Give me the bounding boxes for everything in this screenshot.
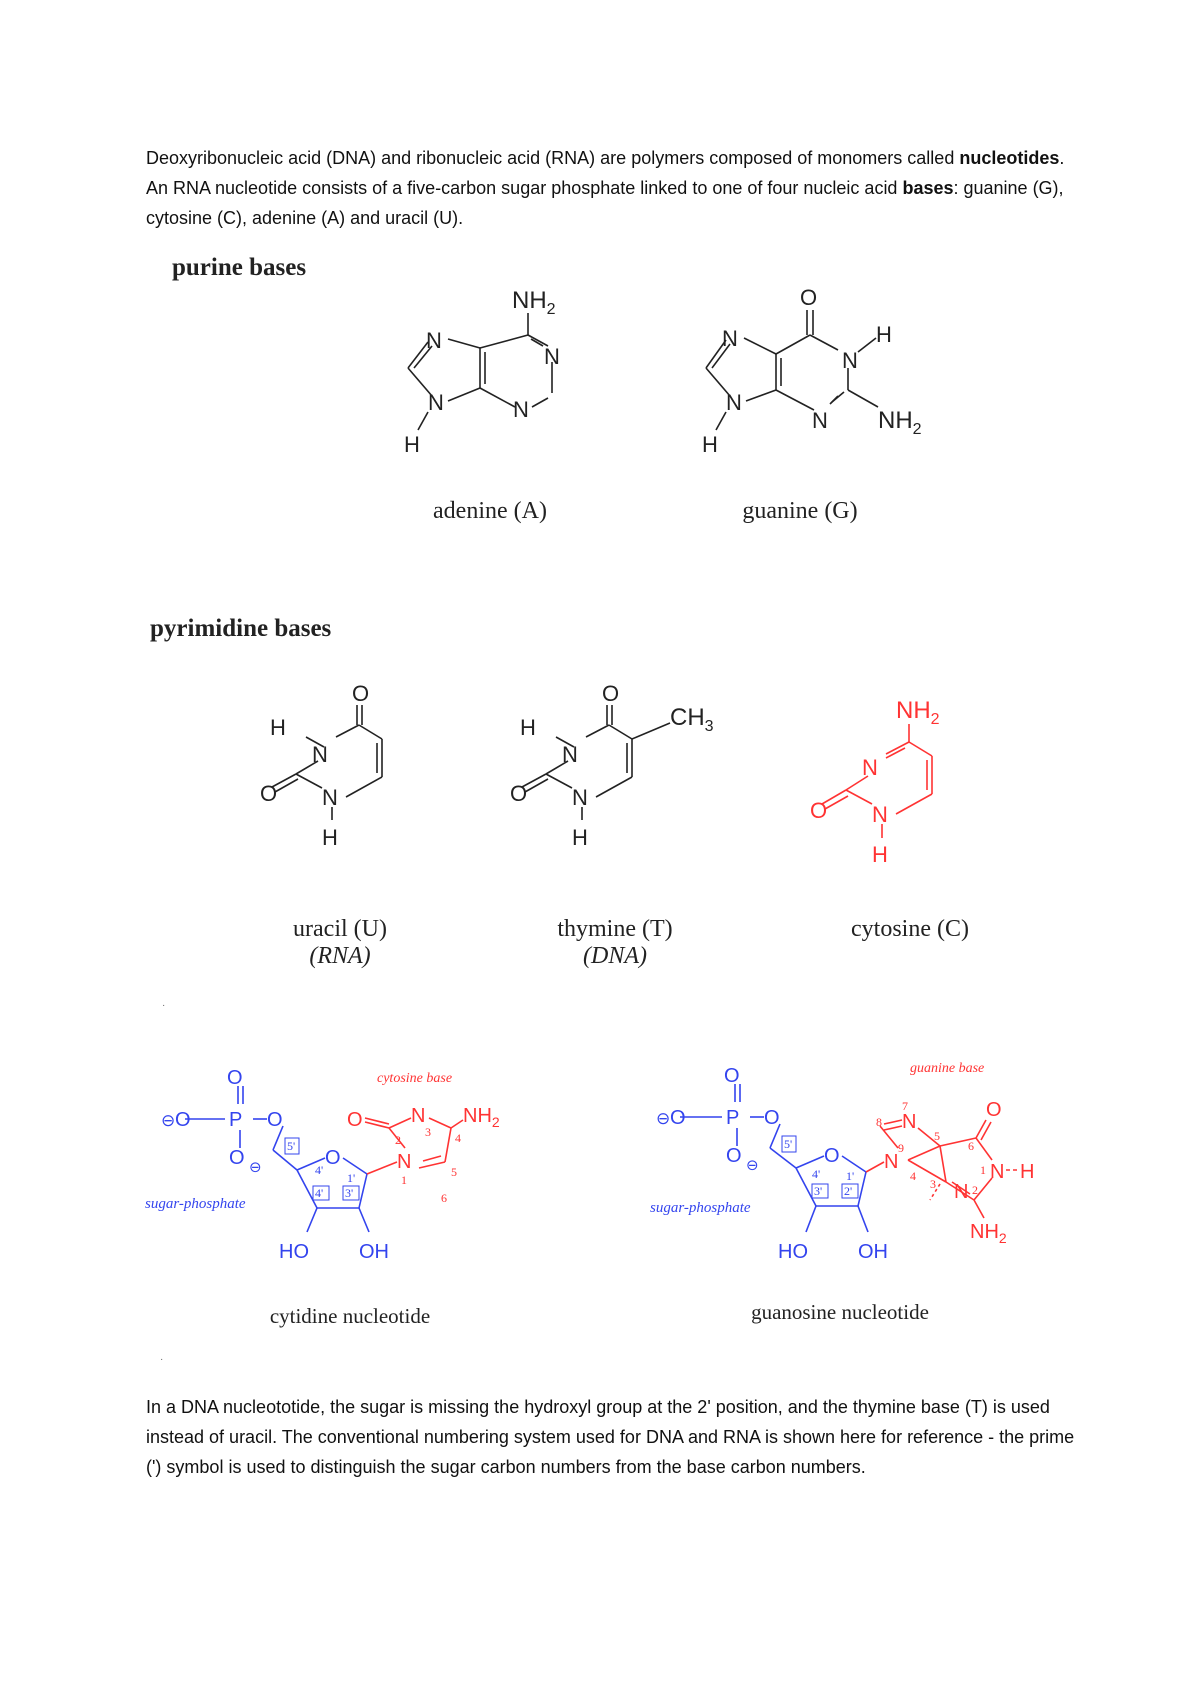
guanine-label: guanine (G) — [742, 498, 858, 524]
guanosine-base-label: guanine base — [910, 1061, 985, 1076]
svg-text:3': 3' — [814, 1184, 823, 1198]
guanosine-nucleotide-structure — [640, 1050, 1080, 1300]
svg-text:N: N — [726, 390, 742, 415]
svg-text:O: O — [726, 1145, 742, 1167]
svg-text:H: H — [872, 842, 888, 867]
guanine-structure — [680, 270, 940, 480]
svg-text:4': 4' — [315, 1186, 324, 1200]
svg-text:HO: HO — [279, 1241, 309, 1263]
svg-text:H: H — [404, 432, 420, 457]
svg-text:N: N — [312, 742, 328, 767]
svg-text:1': 1' — [347, 1171, 356, 1185]
svg-text:H: H — [572, 825, 588, 850]
svg-text:OH: OH — [359, 1241, 389, 1263]
svg-text:CH3: $CH_3$ — [670, 704, 714, 735]
purine-heading: purine bases — [172, 254, 307, 281]
svg-text:N: N — [428, 390, 444, 415]
svg-text:O: O — [229, 1147, 245, 1169]
svg-text:N: N — [954, 1181, 969, 1203]
svg-text:⊖: ⊖ — [161, 1111, 176, 1130]
svg-text:5: 5 — [934, 1129, 940, 1143]
cytidine-nucleotide-structure — [145, 1060, 575, 1290]
svg-text:4: 4 — [455, 1131, 461, 1145]
intro-bold-bases: bases — [902, 178, 954, 198]
outro-paragraph: In a DNA nucleototide, the sugar is missing the hydroxyl group at the 2' position, and the thymine base (T) is used instead of uracil. The conventional numbering system used for DNA and RNA is shown here for reference - the prime (') symbol is used to distinguish the sugar carbon numbers from the base carbon numbers. — [146, 1397, 1075, 1477]
svg-text:4': 4' — [812, 1167, 821, 1181]
svg-text:3: 3 — [930, 1177, 936, 1191]
cytidine-caption: cytidine nucleotide — [269, 1304, 431, 1328]
svg-text:N: N — [842, 348, 858, 373]
svg-text:P: P — [229, 1109, 243, 1131]
uracil-name: uracil (U) — [293, 916, 387, 942]
svg-text:HO: HO — [778, 1241, 808, 1263]
thymine-structure — [510, 675, 740, 895]
svg-text:O: O — [347, 1109, 363, 1131]
svg-text:NH2: $NH_2$ — [970, 1221, 1007, 1246]
cytosine-label: cytosine (C) — [851, 916, 969, 942]
svg-text:O: O — [764, 1107, 780, 1129]
svg-text:O: O — [810, 798, 828, 823]
cytidine-base-label: cytosine base — [377, 1071, 453, 1086]
svg-text:2': 2' — [844, 1184, 853, 1198]
thymine-note: (DNA) — [583, 943, 647, 969]
svg-text:1: 1 — [401, 1173, 407, 1187]
svg-text:6: 6 — [441, 1191, 447, 1205]
svg-text:5': 5' — [784, 1137, 793, 1151]
svg-text:1: 1 — [980, 1163, 986, 1177]
svg-text:N: N — [872, 802, 888, 827]
uracil-structure — [260, 675, 440, 895]
svg-text:O: O — [800, 285, 818, 310]
svg-text:N: N — [722, 326, 738, 351]
intro-text-2: . An RNA nucleotide consists of a five-carbon sugar phosphate linked to one of four nucleic acid — [146, 148, 1065, 198]
guanosine-sugar-label: sugar-phosphate — [650, 1200, 751, 1216]
svg-text:NH2: $NH_2$ — [896, 697, 940, 728]
svg-text:NH2: $NH_2$ — [512, 287, 556, 318]
svg-text:O: O — [227, 1067, 243, 1089]
svg-text:6: 6 — [968, 1139, 974, 1153]
guanosine-caption: guanosine nucleotide — [751, 1300, 929, 1324]
svg-text:9: 9 — [898, 1141, 904, 1155]
svg-text:N: N — [426, 328, 442, 353]
thymine-name: thymine (T) — [557, 916, 673, 942]
intro-text-1: Deoxyribonucleic acid (DNA) and ribonucleic acid (RNA) are polymers composed of monomers called — [146, 148, 960, 168]
svg-text:1': 1' — [846, 1169, 855, 1183]
svg-text:5': 5' — [287, 1139, 296, 1153]
uracil-note: (RNA) — [309, 943, 371, 969]
svg-text:N: N — [862, 755, 878, 780]
svg-text:⊖: ⊖ — [746, 1157, 759, 1174]
svg-text:O: O — [986, 1099, 1002, 1121]
svg-text:H: H — [1020, 1161, 1035, 1183]
svg-text:H: H — [702, 432, 718, 457]
uracil-label — [260, 916, 420, 970]
svg-text:2: 2 — [972, 1183, 978, 1197]
adenine-structure — [380, 270, 600, 480]
svg-text:O: O — [670, 1107, 686, 1129]
svg-text:3': 3' — [345, 1186, 354, 1200]
svg-text:4: 4 — [910, 1169, 916, 1183]
svg-text:O: O — [175, 1109, 191, 1131]
cytosine-structure — [810, 690, 990, 910]
svg-text:O: O — [352, 681, 370, 706]
intro-bold-nucleotides: nucleotides — [959, 148, 1060, 168]
svg-text:N: N — [322, 785, 338, 810]
svg-text:OH: OH — [858, 1241, 888, 1263]
intro-paragraph — [146, 143, 1086, 233]
svg-text:O: O — [824, 1145, 840, 1167]
svg-text:O: O — [325, 1147, 341, 1169]
svg-text:8: 8 — [876, 1115, 882, 1129]
svg-text:O: O — [260, 781, 278, 806]
stray-mark: · — [162, 1000, 166, 1011]
svg-text:N: N — [572, 785, 588, 810]
svg-text:3: 3 — [425, 1125, 431, 1139]
svg-text:N: N — [812, 408, 828, 433]
svg-text:NH2: $NH_2$ — [463, 1105, 500, 1130]
svg-text:N: N — [397, 1151, 412, 1173]
intro-text-3: : guanine (G), cytosine (C), adenine (A) and uracil (U). — [146, 178, 1064, 228]
svg-text:N: N — [562, 742, 578, 767]
svg-text:P: P — [726, 1107, 740, 1129]
svg-text:O: O — [267, 1109, 283, 1131]
svg-text:N: N — [902, 1111, 917, 1133]
stray-mark: · — [160, 1354, 164, 1365]
svg-text:N: N — [513, 397, 529, 422]
svg-text:O: O — [510, 781, 528, 806]
svg-text:H: H — [876, 322, 892, 347]
svg-text:H: H — [520, 715, 536, 740]
adenine-label: adenine (A) — [433, 498, 547, 524]
svg-text:O: O — [602, 681, 620, 706]
svg-text:N: N — [990, 1161, 1005, 1183]
svg-text:H: H — [322, 825, 338, 850]
svg-text:7: 7 — [902, 1099, 908, 1113]
svg-text:N: N — [411, 1105, 426, 1127]
svg-text:NH2: $NH_2$ — [878, 407, 922, 438]
svg-text:⊖: ⊖ — [656, 1109, 671, 1128]
cytidine-sugar-label: sugar-phosphate — [145, 1196, 246, 1212]
svg-text:2: 2 — [395, 1133, 401, 1147]
svg-text:4': 4' — [315, 1163, 324, 1177]
svg-text:5: 5 — [451, 1165, 457, 1179]
thymine-label — [530, 916, 700, 970]
svg-text:⊖: ⊖ — [249, 1159, 262, 1176]
svg-text:N: N — [544, 344, 560, 369]
pyrimidine-heading: pyrimidine bases — [150, 615, 332, 642]
svg-text:O: O — [724, 1065, 740, 1087]
svg-text:H: H — [270, 715, 286, 740]
svg-text:N: N — [884, 1151, 899, 1173]
